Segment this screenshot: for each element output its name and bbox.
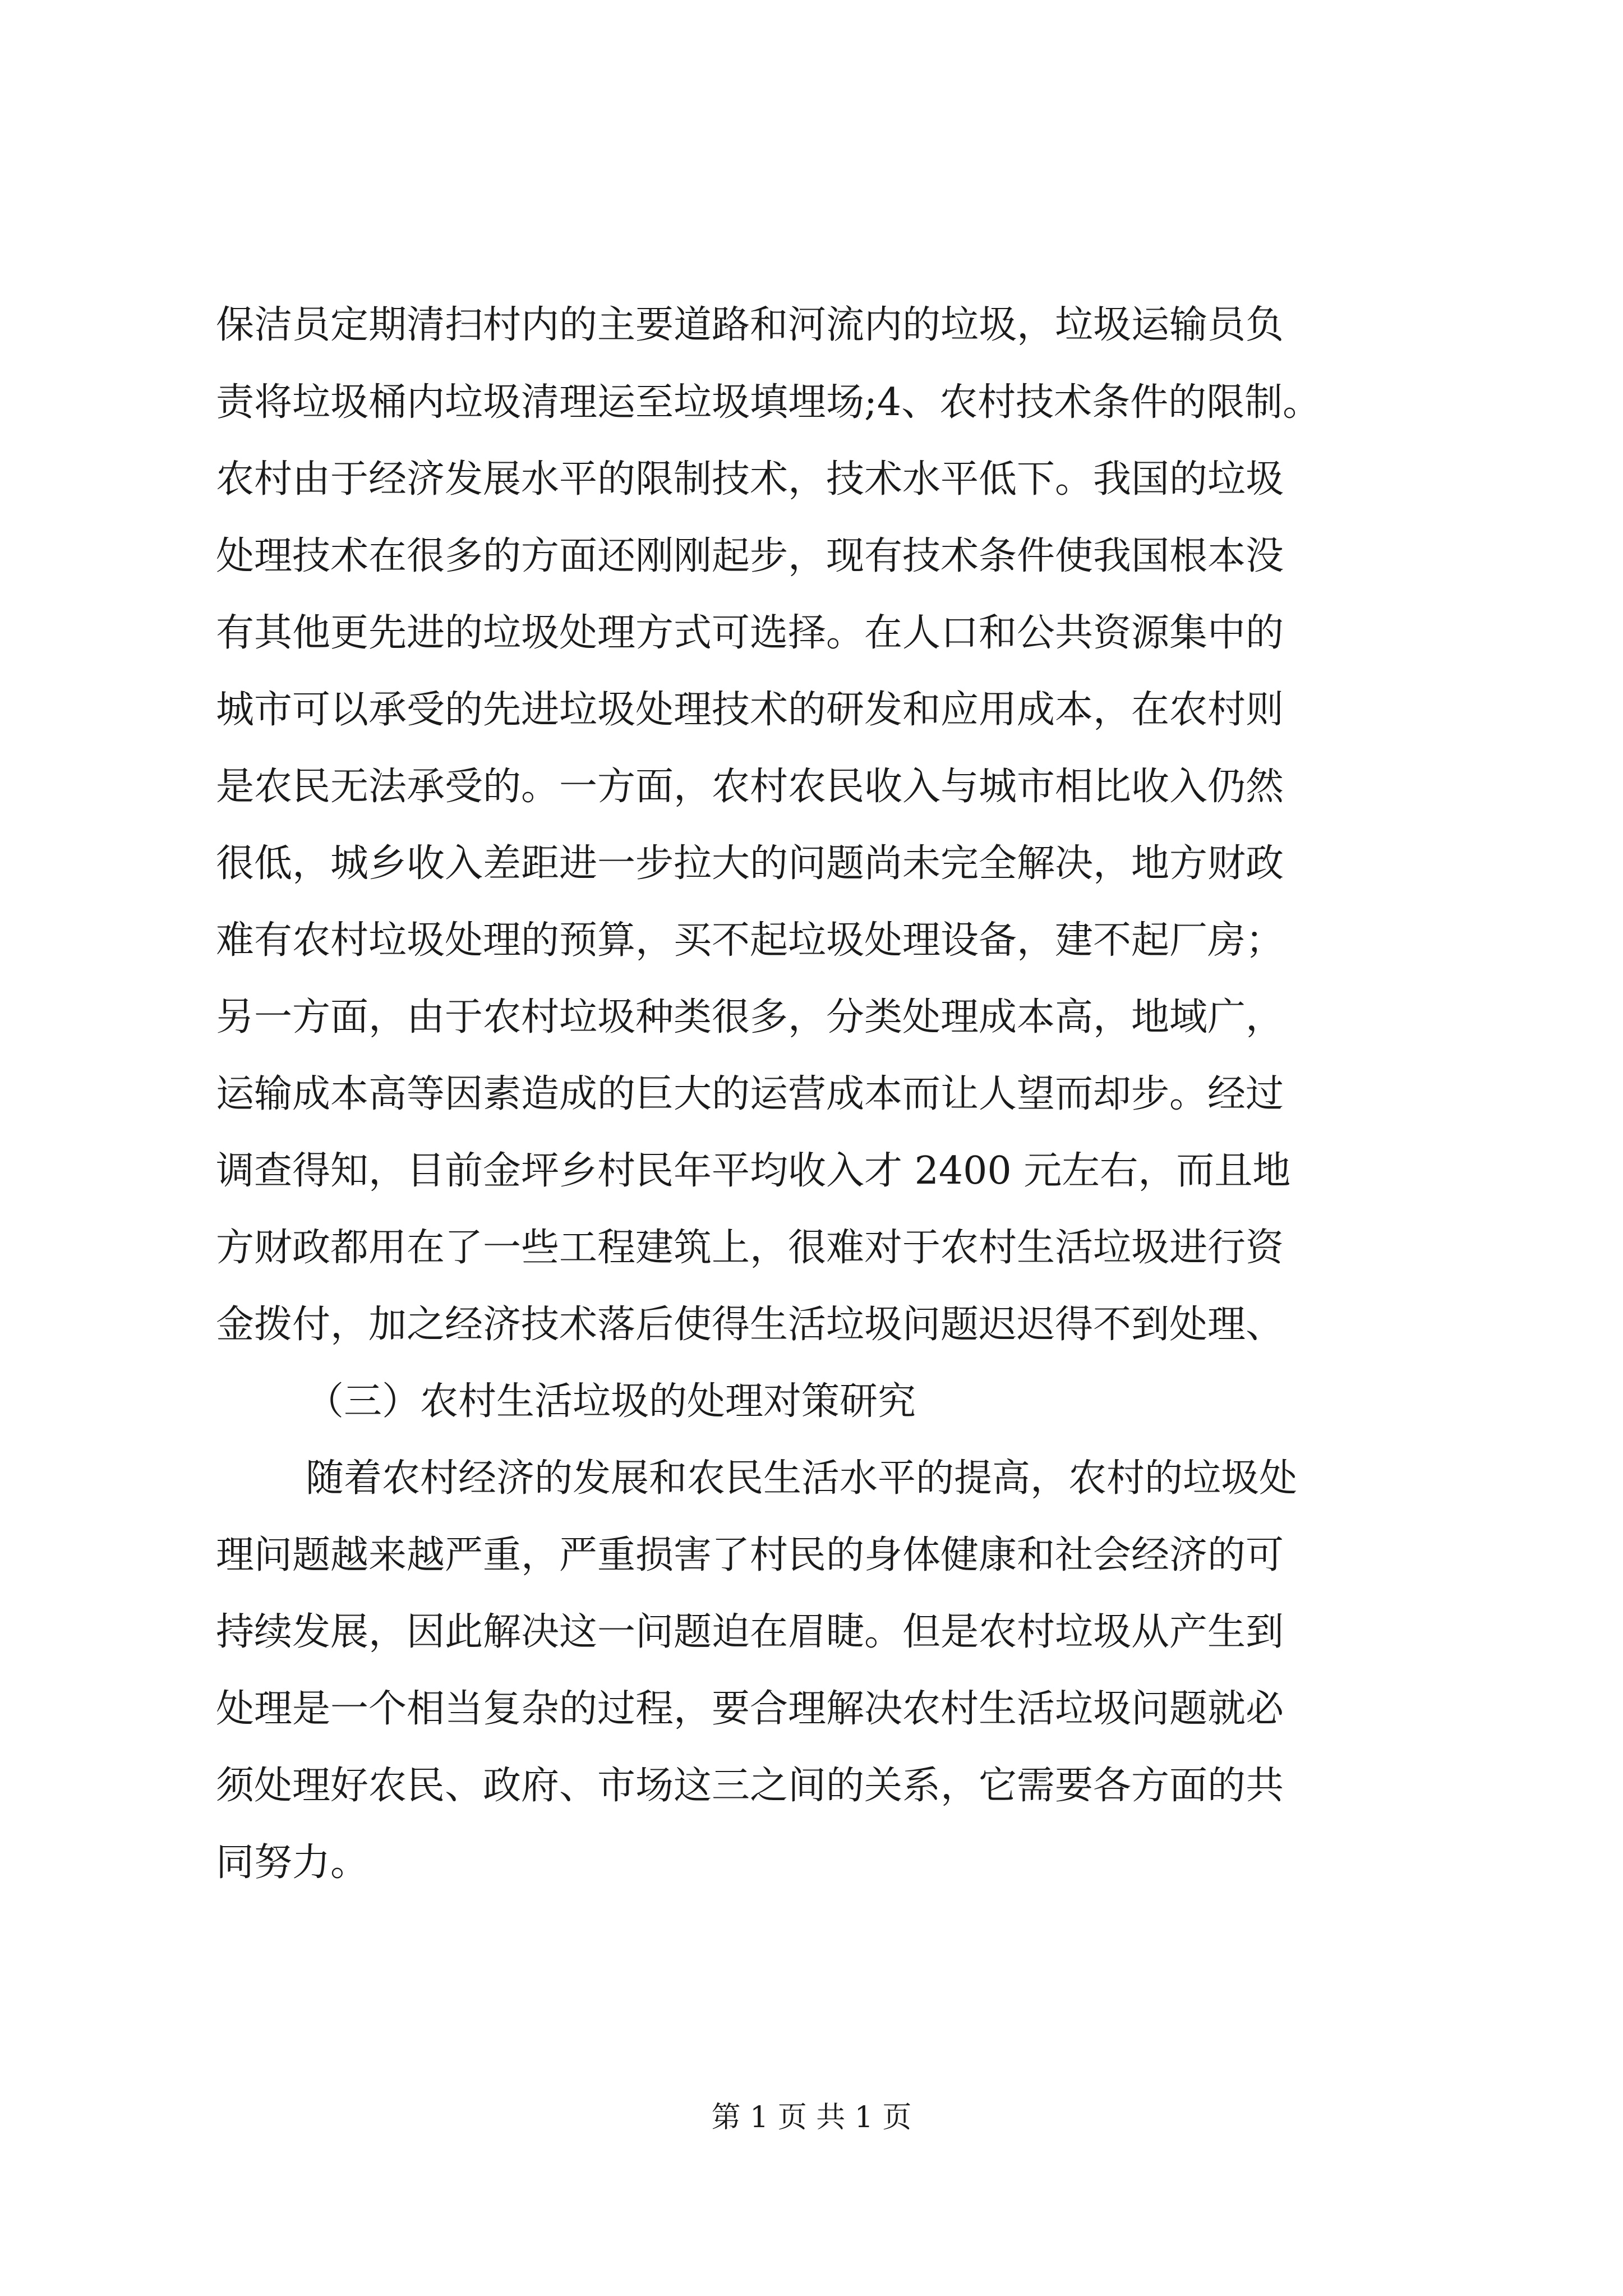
paragraph-text: 同努力。 [216, 1841, 369, 1885]
paragraph-text: 处理是一个相当复杂的过程，要合理解决农村生活垃圾问题就必 [216, 1687, 1284, 1731]
paragraph-text: 很低，城乡收入差距进一步拉大的问题尚未完全解决，地方财政 [216, 841, 1284, 886]
text-line-1 [0, 292, 1623, 359]
paragraph-text: 有其他更先进的垃圾处理方式可选择。在人口和公共资源集中的 [216, 611, 1284, 655]
paragraph-text: 难有农村垃圾处理的预算，买不起垃圾处理设备，建不起厂房； [216, 918, 1284, 963]
paragraph-text: 是农民无法承受的。一方面，农村农民收入与城市相比收入仍然 [216, 765, 1284, 809]
text-line-8 [0, 830, 1623, 898]
text-line-18 [0, 1599, 1623, 1666]
text-line-17 [0, 1522, 1623, 1589]
paragraph-text: 农村由于经济发展水平的限制技术，技术水平低下。我国的垃圾 [216, 457, 1284, 501]
text-line-4 [0, 523, 1623, 590]
page-footer: 第 1 页 共 1 页 [711, 2101, 912, 2134]
paragraph-text: 运输成本高等因素造成的巨大的运营成本而让人望而却步。经过 [216, 1072, 1284, 1116]
paragraph-text: 调查得知，目前金坪乡村民年平均收入才 2400 元左右，而且地 [216, 1149, 1291, 1193]
text-line-3 [0, 446, 1623, 513]
section-heading [0, 1368, 1623, 1435]
paragraph-text: 理问题越来越严重，严重损害了村民的身体健康和社会经济的可 [216, 1533, 1284, 1577]
text-line-13 [0, 1214, 1623, 1282]
section-heading-text: （三）农村生活垃圾的处理对策研究 [306, 1379, 916, 1424]
text-line-5 [0, 600, 1623, 667]
paragraph-text: 另一方面，由于农村垃圾种类很多，分类处理成本高，地域广， [216, 995, 1284, 1039]
text-line-20 [0, 1752, 1623, 1820]
paragraph-text: 保洁员定期清扫村内的主要道路和河流内的垃圾，垃圾运输员负 [216, 303, 1284, 347]
text-line-12 [0, 1138, 1623, 1205]
text-line-6 [0, 677, 1623, 744]
paragraph-text: 城市可以承受的先进垃圾处理技术的研发和应用成本，在农村则 [216, 688, 1284, 732]
paragraph-text: 持续发展，因此解决这一问题迫在眉睫。但是农村垃圾从产生到 [216, 1610, 1284, 1654]
text-line-2 [0, 369, 1623, 436]
paragraph-text: 金拨付，加之经济技术落后使得生活垃圾问题迟迟得不到处理、 [216, 1303, 1284, 1347]
paragraph-text: 随着农村经济的发展和农民生活水平的提高，农村的垃圾处 [306, 1456, 1298, 1501]
paragraph-text: 处理技术在很多的方面还刚刚起步，现有技术条件使我国根本没 [216, 534, 1284, 578]
text-line-14 [0, 1291, 1623, 1359]
text-line-11 [0, 1061, 1623, 1128]
text-line-10 [0, 984, 1623, 1051]
paragraph-text: 责将垃圾桶内垃圾清理运至垃圾填埋场;4、农村技术条件的限制。 [216, 380, 1321, 425]
text-line-9 [0, 907, 1623, 974]
text-line-19 [0, 1676, 1623, 1743]
text-line-21 [0, 1829, 1623, 1897]
paragraph-text: 方财政都用在了一些工程建筑上，很难对于农村生活垃圾进行资 [216, 1226, 1284, 1270]
text-line-16 [0, 1445, 1623, 1512]
text-line-7 [0, 753, 1623, 821]
paragraph-text: 须处理好农民、政府、市场这三之间的关系，它需要各方面的共 [216, 1764, 1284, 1808]
